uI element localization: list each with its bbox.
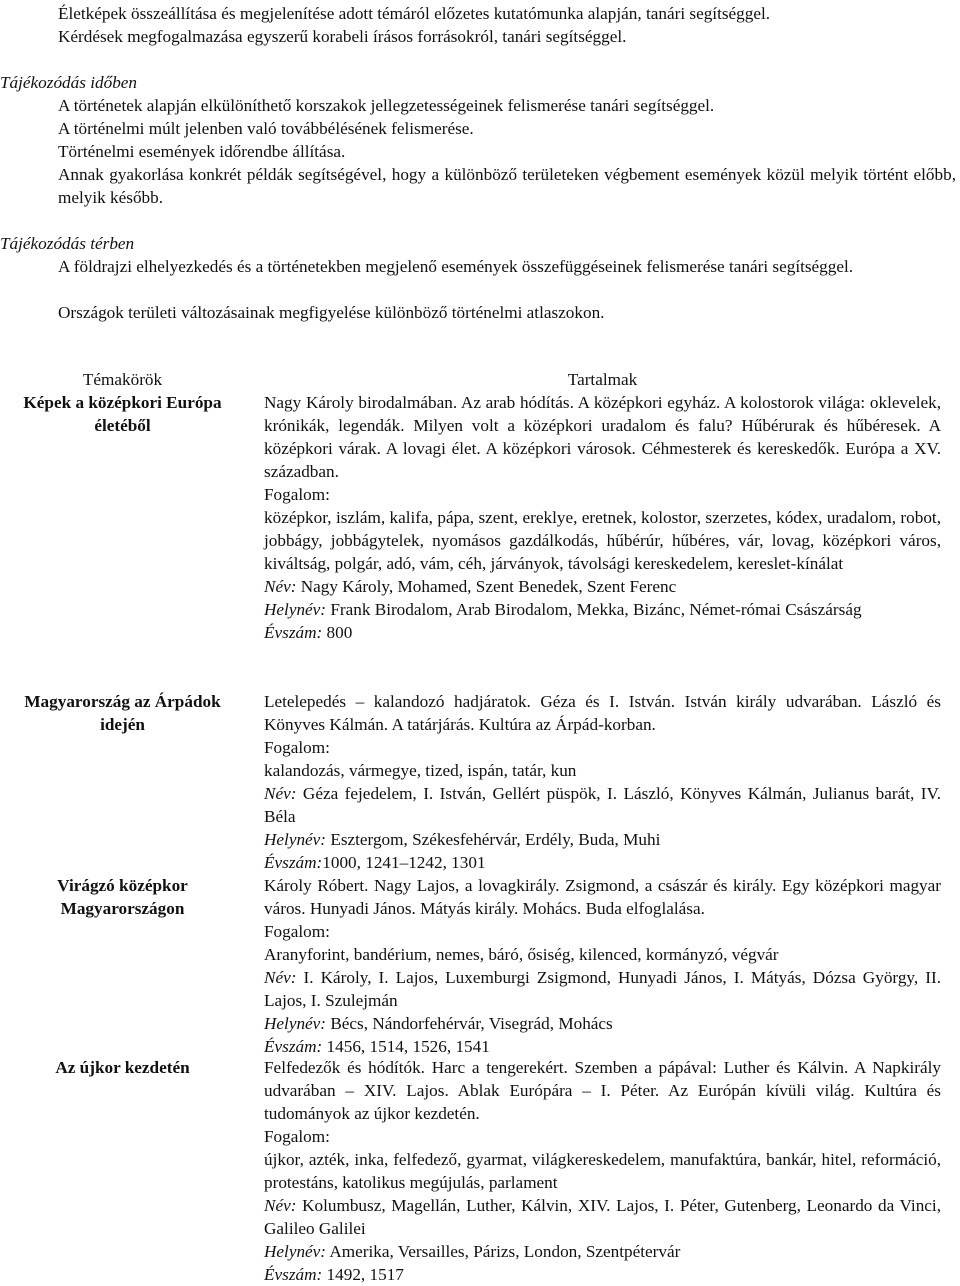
content-4 [264, 1056, 941, 1286]
content-2-fogalom-label: Fogalom: [264, 738, 330, 757]
content-4-evszam-label: Évszám: [264, 1265, 323, 1284]
content-1-evszam: 800 [322, 623, 353, 642]
time-orientation-heading: Tájékozódás időben [0, 73, 138, 92]
content-1-nev: Nagy Károly, Mohamed, Szent Benedek, Szent Ferenc [296, 577, 677, 596]
content-3-helynev-label: Helynév: [264, 1014, 327, 1033]
topic-4: Az újkor kezdetén [55, 1058, 190, 1077]
content-4-nev: Kolumbusz, Magellán, Luther, Kálvin, XIV. Lajos, I. Péter, Gutenberg, Leonardo da Vinci, Galileo Galilei [264, 1196, 941, 1238]
content-4-evszam: 1492, 1517 [322, 1265, 404, 1284]
time-item-4: Annak gyakorlása konkrét példák segítségével, hogy a különböző területeken végbement események közül melyik történt előbb, melyik később. [58, 165, 956, 207]
content-2-helynev-label: Helynév: [264, 830, 327, 849]
content-2-text: Letelepedés – kalandozó hadjáratok. Géza és I. István. István király udvarában. László és Könyves Kálmán. A tatárjárás. Kultúra az Árpád-korban. [264, 692, 941, 734]
content-3-nev-label: Név: [264, 968, 297, 987]
content-4-text: Felfedezők és hódítók. Harc a tengerekért. Szemben a pápával: Luther és Kálvin. A Napkirály udvarában – XIV. Lajos. Ablak Európára – I. Péter. Az Európán kívüli világ. Kultúra és tudományok az újkor kezdetén. [264, 1058, 941, 1123]
topics-column-header: Témakörök [82, 370, 163, 389]
content-2 [264, 690, 941, 874]
content-1-helynev-label: Helynév: [264, 600, 327, 619]
space-item-2: Országok területi változásainak megfigyelése különböző történelmi atlaszokon. [58, 303, 605, 322]
content-3-evszam: 1456, 1514, 1526, 1541 [322, 1037, 490, 1056]
time-item-3: Történelmi események időrendbe állítása. [58, 142, 346, 161]
content-3-nev: I. Károly, I. Lajos, Luxemburgi Zsigmond, Hunyadi János, I. Mátyás, Dózsa György, II. Lajos, I. Szulejmán [264, 968, 941, 1010]
content-1-fogalom-label: Fogalom: [264, 485, 330, 504]
content-1-text: Nagy Károly birodalmában. Az arab hódítás. A középkori egyház. A kolostorok világa: oklevelek, krónikák, legendák. Milyen volt a középkori uradalom és falu? Hűbérurak és hűbéresek. A középkori várak. A lovagi élet. A középkori városok. Céhmesterek és kereskedők. Európa a XV. században. [264, 393, 941, 481]
content-2-helynev: Esztergom, Székesfehérvár, Erdély, Buda, Muhi [326, 830, 661, 849]
content-3-fogalom-label: Fogalom: [264, 922, 330, 941]
content-1-evszam-label: Évszám: [264, 623, 323, 642]
content-2-nev-label: Név: [264, 784, 297, 803]
content-2-nev: Géza fejedelem, I. István, Gellért püspök, I. László, Könyves Kálmán, Julianus barát, IV. Béla [264, 784, 941, 826]
content-3-text: Károly Róbert. Nagy Lajos, a lovagkirály. Zsigmond, a császár és király. Egy középkori magyar város. Hunyadi János. Mátyás király. Mohács. Buda elfoglalása. [264, 876, 941, 918]
content-3-helynev: Bécs, Nándorfehérvár, Visegrád, Mohács [326, 1014, 613, 1033]
content-4-helynev-label: Helynév: [264, 1242, 327, 1261]
content-1 [264, 391, 941, 644]
content-3-evszam-label: Évszám: [264, 1037, 323, 1056]
topic-3: Virágzó középkor Magyarországon [57, 876, 188, 918]
content-3-fogalom: Aranyforint, bandérium, nemes, báró, ősiség, kilenced, kormányzó, végvár [264, 945, 779, 964]
contents-column-header: Tartalmak [567, 370, 638, 389]
intro-line-1: Életképek összeállítása és megjelenítése adott témáról előzetes kutatómunka alapján, tanári segítséggel. [58, 4, 771, 23]
content-3 [264, 874, 941, 1058]
space-orientation-heading: Tájékozódás térben [0, 234, 135, 253]
content-1-nev-label: Név: [264, 577, 297, 596]
time-item-1: A történetek alapján elkülöníthető korszakok jellegzetességeinek felismerése tanári segítséggel. [58, 96, 715, 115]
content-4-nev-label: Név: [264, 1196, 297, 1215]
content-4-helynev: Amerika, Versailles, Párizs, London, Szentpétervár [326, 1242, 681, 1261]
content-4-fogalom-label: Fogalom: [264, 1127, 330, 1146]
content-1-helynev: Frank Birodalom, Arab Birodalom, Mekka, Bizánc, Német-római Császárság [326, 600, 862, 619]
content-2-evszam: 1000, 1241–1242, 1301 [322, 853, 486, 872]
content-2-evszam-label: Évszám: [264, 853, 323, 872]
content-1-fogalom: középkor, iszlám, kalifa, pápa, szent, ereklye, eretnek, kolostor, szerzetes, kódex, uradalom, robot, jobbágy, jobbágytelek, nyomásos gazdálkodás, hűbérúr, hűbéres, vár, lovag, középkori város, kiváltság, polgár, adó, vám, céh, járványok, távolsági kereskedelem, kereslet-kínálat [264, 508, 941, 573]
space-item-1: A földrajzi elhelyezkedés és a történetekben megjelenő események összefüggéseinek felismerése tanári segítséggel. [58, 257, 854, 276]
topic-2: Magyarország az Árpádok idején [24, 692, 221, 734]
intro-line-2: Kérdések megfogalmazása egyszerű korabeli írásos forrásokról, tanári segítséggel. [58, 27, 627, 46]
time-item-2: A történelmi múlt jelenben való továbbélésének felismerése. [58, 119, 474, 138]
content-4-fogalom: újkor, azték, inka, felfedező, gyarmat, világkereskedelem, manufaktúra, bankár, hitel, reformáció, protestáns, katolikus megújulás, parlament [264, 1150, 941, 1192]
content-2-fogalom: kalandozás, vármegye, tized, ispán, tatár, kun [264, 761, 577, 780]
topic-1: Képek a középkori Európa életéből [23, 393, 222, 435]
